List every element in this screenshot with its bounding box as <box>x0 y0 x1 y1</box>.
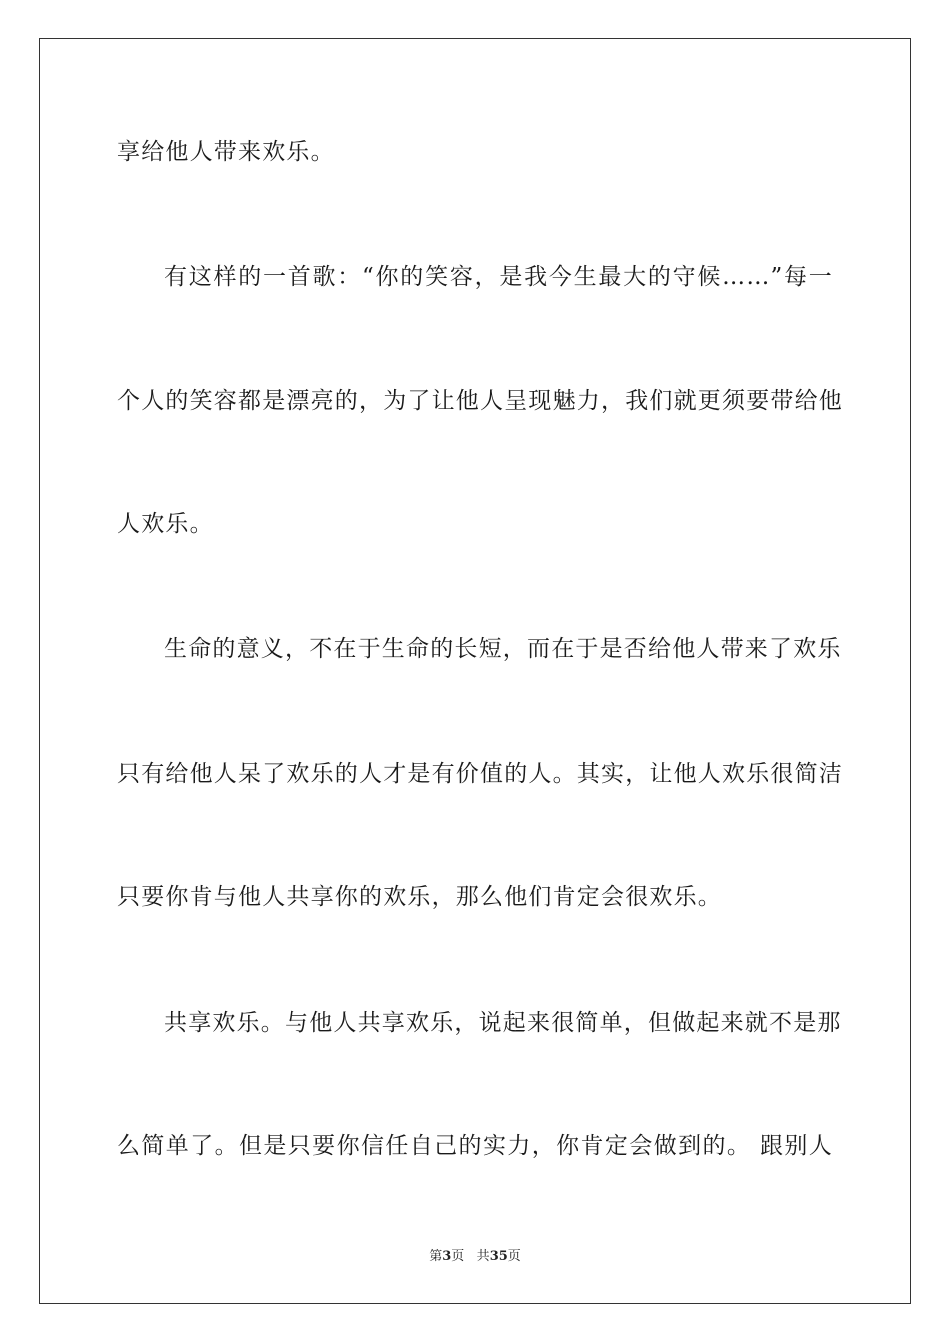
text-line-5: 生命的意义，不在于生命的长短，而在于是否给他人带来了欢乐 <box>164 636 842 662</box>
footer-total-suffix: 页 <box>507 1249 521 1264</box>
footer-total-prefix: 共 <box>476 1249 490 1264</box>
footer-total-pages: 35 <box>489 1249 508 1264</box>
page-frame <box>39 38 911 1304</box>
page-footer <box>0 1248 950 1266</box>
text-line-7: 只要你肯与他人共享你的欢乐，那么他们肯定会很欢乐。 <box>117 884 722 910</box>
text-line-6: 只有给他人呆了欢乐的人才是有价值的人。其实，让他人欢乐很简洁 <box>117 761 843 787</box>
text-line-9: 么简单了。但是只要你信任自己的实力，你肯定会做到的。 跟别人 <box>117 1133 833 1159</box>
text-line-8: 共享欢乐。与他人共享欢乐，说起来很简单，但做起来就不是那 <box>164 1010 842 1036</box>
text-line-4: 人欢乐。 <box>117 511 214 537</box>
footer-page-prefix: 第 <box>429 1249 443 1264</box>
text-line-3: 个人的笑容都是漂亮的，为了让他人呈现魅力，我们就更须要带给他 <box>117 388 843 414</box>
footer-page-number: 3 <box>442 1249 452 1264</box>
text-line-2: 有这样的一首歌：“你的笑容，是我今生最大的守候……”每一 <box>164 264 833 290</box>
text-line-1: 享给他人带来欢乐。 <box>117 139 335 165</box>
footer-page-suffix: 页 <box>451 1249 465 1264</box>
